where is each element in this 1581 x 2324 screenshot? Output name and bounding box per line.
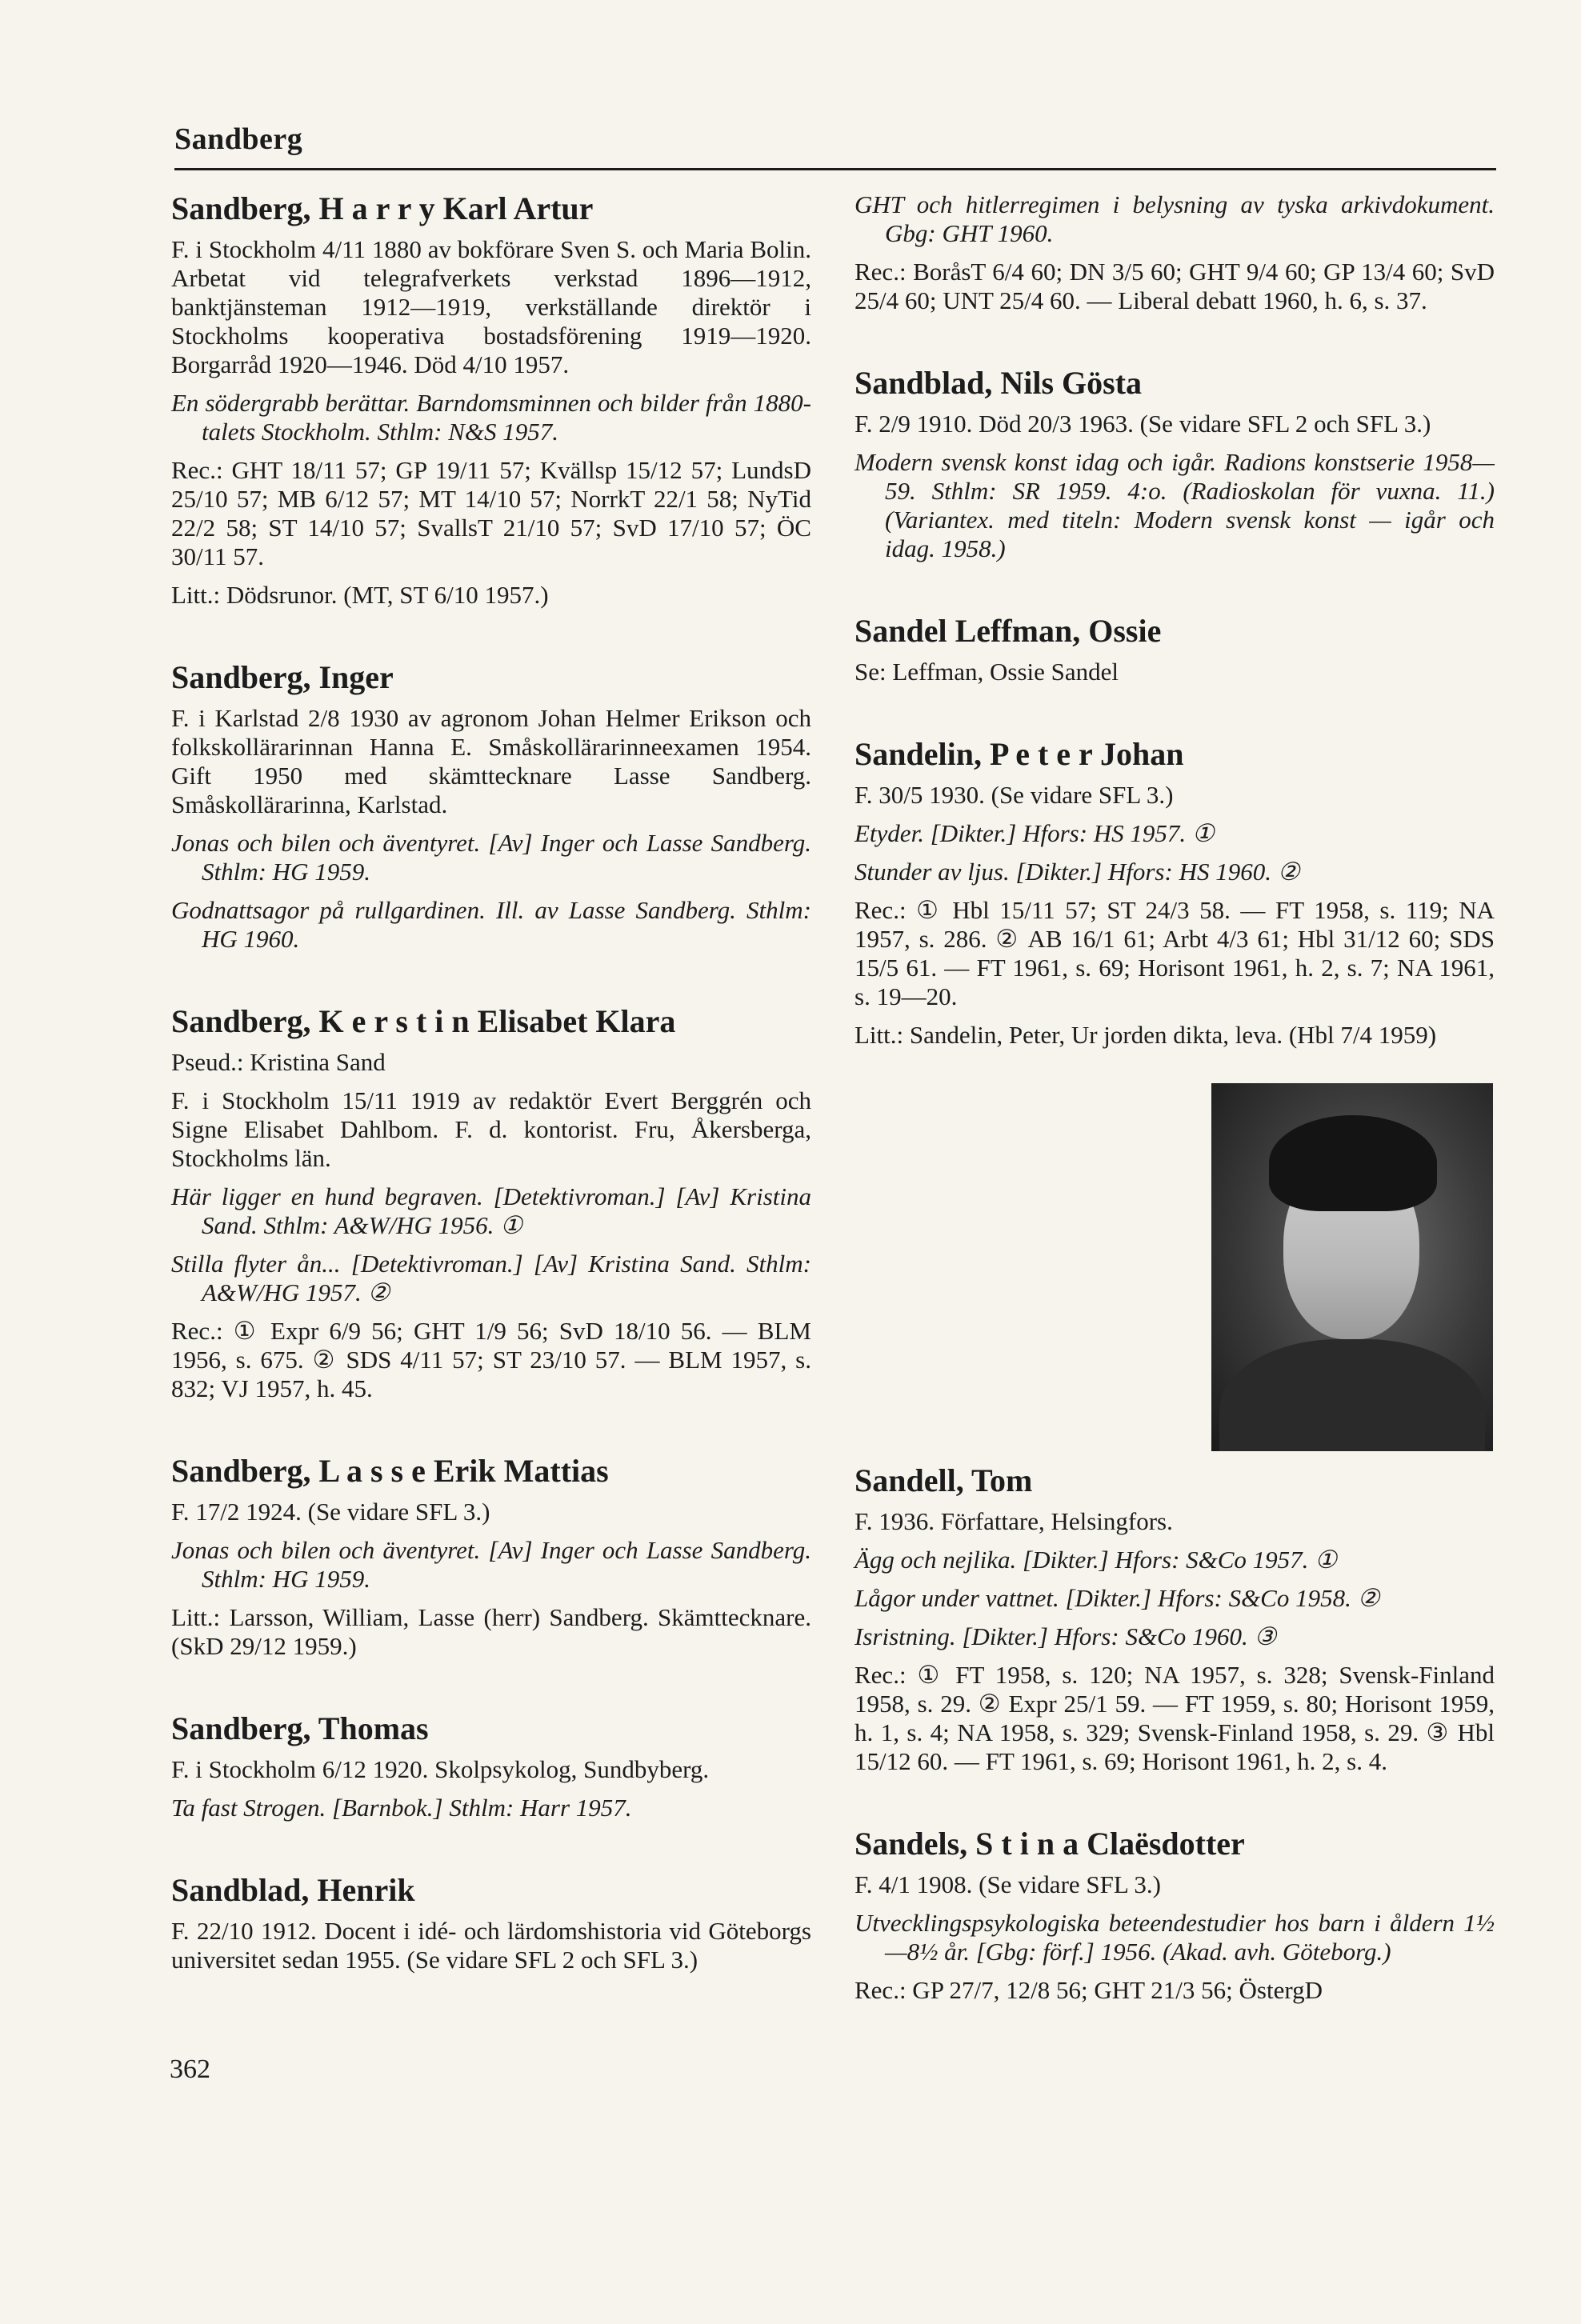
entry-rec: Litt.: Dödsrunor. (MT, ST 6/10 1957.) — [171, 581, 549, 609]
entry-work: Godnattsagor på rullgardinen. Ill. av Lasse Sandberg. Sthlm: HG 1960. — [171, 896, 811, 953]
entry-rec: Rec.: ① Hbl 15/11 57; ST 24/3 58. — FT 1958, s. 119; NA 1957, s. 286. ② AB 16/1 61; Arbt 4/3 61; Hbl 31/12 60; SDS 15/5 61. — FT 1961, s. 69; Horisont 1961, h. 2, s. 7; NA 1961, s. 19—20. — [855, 896, 1495, 1010]
entry-rec: Rec.: ① Expr 6/9 56; GHT 1/9 56; SvD 18/10 56. — BLM 1956, s. 675. ② SDS 4/11 57; ST 23/10 57. — BLM 1957, s. 832; VJ 1957, h. 45. — [171, 1317, 811, 1402]
entry-work: Jonas och bilen och äventyret. [Av] Inger och Lasse Sandberg. Sthlm: HG 1959. — [171, 829, 811, 886]
entry-bio: F. i Stockholm 6/12 1920. Skolpsykolog, Sundbyberg. — [171, 1755, 710, 1783]
entry-work: Lågor under vattnet. [Dikter.] Hfors: S&Co 1958. ② — [855, 1584, 1380, 1612]
entry-heading: Sandberg, K e r s t i n Elisabet Klara — [171, 1003, 676, 1039]
entry — [855, 365, 1495, 563]
entry — [855, 190, 1495, 315]
entry — [855, 736, 1495, 1050]
entry — [855, 1826, 1495, 2005]
entry-rec: Litt.: Sandelin, Peter, Ur jorden dikta, leva. (Hbl 7/4 1959) — [855, 1021, 1437, 1049]
entry-heading: Sandell, Tom — [855, 1462, 1033, 1498]
entry — [171, 1453, 811, 1661]
left-column — [171, 190, 811, 2024]
entry-work: Här ligger en hund begraven. [Detektivroman.] [Av] Kristina Sand. Sthlm: A&W/HG 1956. ① — [171, 1182, 811, 1239]
entry-heading: Sandberg, Thomas — [171, 1710, 429, 1746]
running-head: Sandberg — [174, 122, 303, 156]
entry-work: GHT och hitlerregimen i belysning av tyska arkivdokument. Gbg: GHT 1960. — [855, 190, 1495, 247]
entry-work: Stunder av ljus. [Dikter.] Hfors: HS 1960. ② — [855, 858, 1300, 886]
entry-work: Etyder. [Dikter.] Hfors: HS 1957. ① — [855, 819, 1215, 847]
entry-work: Ta fast Strogen. [Barnbok.] Sthlm: Harr 1957. — [171, 1794, 632, 1822]
entry — [171, 659, 811, 954]
entry — [171, 1003, 811, 1403]
entry-heading: Sandblad, Henrik — [171, 1872, 415, 1908]
entry-rec: Rec.: ① FT 1958, s. 120; NA 1957, s. 328; Svensk-Finland 1958, s. 29. ② Expr 25/1 59. — FT 1959, s. 80; Horisont 1959, h. 1, s. 4; NA 1958, s. 329; Svensk-Finland 1958, s. 29. ③ Hbl 15/12 60. — FT 1961, s. 69; Horisont 1961, h. 2, s. 4. — [855, 1661, 1495, 1775]
entry-heading: Sandberg, L a s s e Erik Mattias — [171, 1453, 609, 1489]
entry-work: Modern svensk konst idag och igår. Radions konstserie 1958—59. Sthlm: SR 1959. 4:o. (Radioskolan för vuxna. 11.) (Variantex. med titeln: Modern svensk konst — igår och idag. 1958.) — [855, 448, 1495, 562]
entry-bio: F. 30/5 1930. (Se vidare SFL 3.) — [855, 781, 1174, 809]
entry-heading: Sandberg, Inger — [171, 659, 394, 695]
entry-bio: F. i Karlstad 2/8 1930 av agronom Johan Helmer Erikson och folkskollärarinnan Hanna E. Småskollärarinneexamen 1954. Gift 1950 med skämttecknare Lasse Sandberg. Småskollärarinna, Karlstad. — [171, 704, 811, 818]
entry-work: Stilla flyter ån... [Detektivroman.] [Av] Kristina Sand. Sthlm: A&W/HG 1957. ② — [171, 1250, 811, 1306]
entry-bio: Pseud.: Kristina Sand — [171, 1048, 386, 1076]
entry-work: Utvecklingspsykologiska beteendestudier hos barn i åldern 1½—8½ år. [Gbg: förf.] 1956. (Akad. avh. Göteborg.) — [855, 1909, 1495, 1966]
entry-work: Ägg och nejlika. [Dikter.] Hfors: S&Co 1957. ① — [855, 1546, 1337, 1574]
entry-heading: Sandels, S t i n a Claësdotter — [855, 1826, 1245, 1862]
entry-bio: F. 17/2 1924. (Se vidare SFL 3.) — [171, 1498, 490, 1526]
entry — [171, 1872, 811, 1974]
page-number: 362 — [170, 2054, 210, 2084]
entry-bio: F. 1936. Författare, Helsingfors. — [855, 1507, 1173, 1535]
entry — [855, 1462, 1495, 1776]
entry-work: Isristning. [Dikter.] Hfors: S&Co 1960. ③ — [855, 1622, 1277, 1650]
entry-heading: Sandberg, H a r r y Karl Artur — [171, 190, 594, 226]
entry-rec: Rec.: BoråsT 6/4 60; DN 3/5 60; GHT 9/4 60; GP 13/4 60; SvD 25/4 60; UNT 25/4 60. — Liberal debatt 1960, h. 6, s. 37. — [855, 258, 1495, 314]
header-rule — [174, 168, 1496, 170]
entry-bio: F. 2/9 1910. Död 20/3 1963. (Se vidare SFL 2 och SFL 3.) — [855, 410, 1431, 438]
entry-bio: F. 22/10 1912. Docent i idé- och lärdomshistoria vid Göteborgs universitet sedan 1955. (Se vidare SFL 2 och SFL 3.) — [171, 1917, 811, 1974]
entry-heading: Sandblad, Nils Gösta — [855, 365, 1143, 401]
entry-bio: F. i Stockholm 4/11 1880 av bokförare Sven S. och Maria Bolin. Arbetat vid telegrafverkets verkstad 1896—1912, banktjänsteman 1912—1919, verkställande direktör i Stockholms kooperativa bostadsförening 1919—1920. Borgarråd 1920—1946. Död 4/10 1957. — [171, 235, 811, 378]
right-column — [855, 190, 1495, 2054]
entry-heading: Sandel Leffman, Ossie — [855, 613, 1162, 649]
entry — [171, 1710, 811, 1822]
entry-rec: Rec.: GP 27/7, 12/8 56; GHT 21/3 56; ÖstergD — [855, 1976, 1323, 2004]
author-portrait-photo — [1211, 1083, 1493, 1451]
entry-work: Jonas och bilen och äventyret. [Av] Inger och Lasse Sandberg. Sthlm: HG 1959. — [171, 1536, 811, 1593]
entry-bio: F. 4/1 1908. (Se vidare SFL 3.) — [855, 1870, 1161, 1898]
entry-bio: Se: Leffman, Ossie Sandel — [855, 658, 1119, 686]
entry-rec: Litt.: Larsson, William, Lasse (herr) Sandberg. Skämttecknare. (SkD 29/12 1959.) — [171, 1603, 811, 1660]
entry-rec: Rec.: GHT 18/11 57; GP 19/11 57; Kvällsp 15/12 57; LundsD 25/10 57; MB 6/12 57; MT 14/10 57; NorrkT 22/1 58; NyTid 22/2 58; ST 14/10 57; SvallsT 21/10 57; SvD 17/10 57; ÖC 30/11 57. — [171, 456, 811, 570]
entry — [171, 190, 811, 610]
entry-work: En södergrabb berättar. Barndomsminnen och bilder från 1880-talets Stockholm. Sthlm: N&S 1957. — [171, 389, 811, 446]
entry-bio: F. i Stockholm 15/11 1919 av redaktör Evert Berggrén och Signe Elisabet Dahlbom. F. d. kontorist. Fru, Åkersberga, Stockholms län. — [171, 1086, 811, 1172]
entry — [855, 613, 1495, 686]
entry-heading: Sandelin, P e t e r Johan — [855, 736, 1184, 772]
